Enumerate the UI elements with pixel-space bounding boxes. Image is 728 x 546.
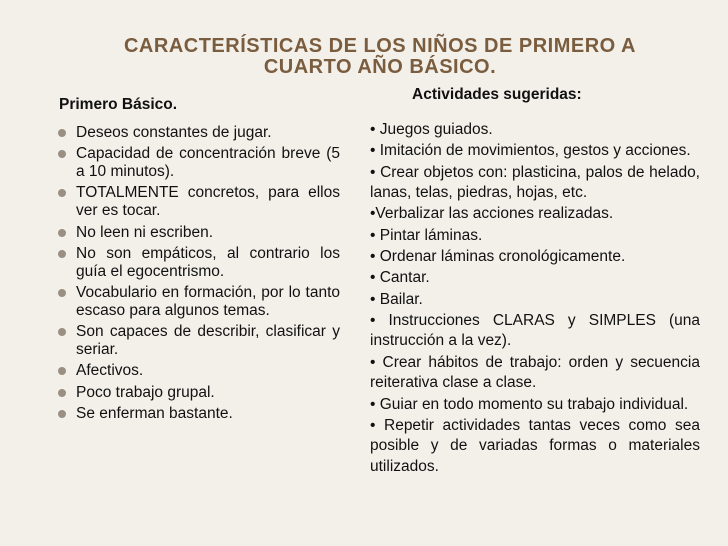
activity-item: • Cantar. bbox=[370, 269, 430, 287]
slide-title bbox=[60, 36, 700, 78]
activity-item: •Verbalizar las acciones realizadas. bbox=[370, 205, 614, 223]
characteristics-list bbox=[58, 124, 340, 426]
list-item: Capacidad de concentración breve (5 a 10 minutos). bbox=[58, 145, 340, 181]
right-column-heading: Actividades sugeridas: bbox=[412, 86, 582, 103]
list-item: Poco trabajo grupal. bbox=[58, 384, 340, 402]
list-item: No leen ni escriben. bbox=[58, 224, 340, 242]
activity-item: • Crear objetos con: plasticina, palos de helado, lanas, telas, piedras, hojas, etc. bbox=[370, 163, 700, 202]
bullet-icon bbox=[58, 229, 66, 237]
list-item: Deseos constantes de jugar. bbox=[58, 124, 340, 142]
bullet-icon bbox=[58, 250, 66, 258]
activity-item: • Crear hábitos de trabajo: orden y secuencia reiterativa clase a clase. bbox=[370, 353, 700, 392]
bullet-icon bbox=[58, 367, 66, 375]
activity-item: • Instrucciones CLARAS y SIMPLES (una instrucción a la vez). bbox=[370, 311, 700, 350]
list-item: Son capaces de describir, clasificar y seriar. bbox=[58, 323, 340, 359]
bullet-icon bbox=[58, 150, 66, 158]
activity-item: • Ordenar láminas cronológicamente. bbox=[370, 248, 626, 265]
activity-item: • Imitación de movimientos, gestos y acciones. bbox=[370, 142, 691, 160]
activity-item: • Juegos guiados. bbox=[370, 121, 493, 138]
list-item: No son empáticos, al contrario los guía el egocentrismo. bbox=[58, 245, 340, 281]
list-item: Afectivos. bbox=[58, 362, 340, 380]
bullet-icon bbox=[58, 189, 66, 197]
activity-item: • Guiar en todo momento su trabajo individual. bbox=[370, 395, 689, 413]
bullet-icon bbox=[58, 328, 66, 336]
list-item: Vocabulario en formación, por lo tanto escaso para algunos temas. bbox=[58, 284, 340, 320]
bullet-icon bbox=[58, 389, 66, 397]
slide-title-line-2: CUARTO AÑO BÁSICO. bbox=[263, 56, 497, 78]
list-item: Se enferman bastante. bbox=[58, 405, 340, 423]
bullet-icon bbox=[58, 129, 66, 137]
activity-item: • Repetir actividades tantas veces como sea posible y de variadas formas o materiales utilizados. bbox=[370, 416, 700, 476]
bullet-icon bbox=[58, 410, 66, 418]
slide-title-line-1: CARACTERÍSTICAS DE LOS NIÑOS DE PRIMERO A bbox=[123, 35, 636, 57]
list-item: TOTALMENTE concretos, para ellos ver es tocar. bbox=[58, 184, 340, 220]
activity-item: • Pintar láminas. bbox=[370, 226, 483, 244]
left-column-heading: Primero Básico. bbox=[59, 96, 178, 113]
activity-item: • Bailar. bbox=[370, 290, 423, 308]
bullet-icon bbox=[58, 289, 66, 297]
activities-list bbox=[370, 120, 700, 478]
